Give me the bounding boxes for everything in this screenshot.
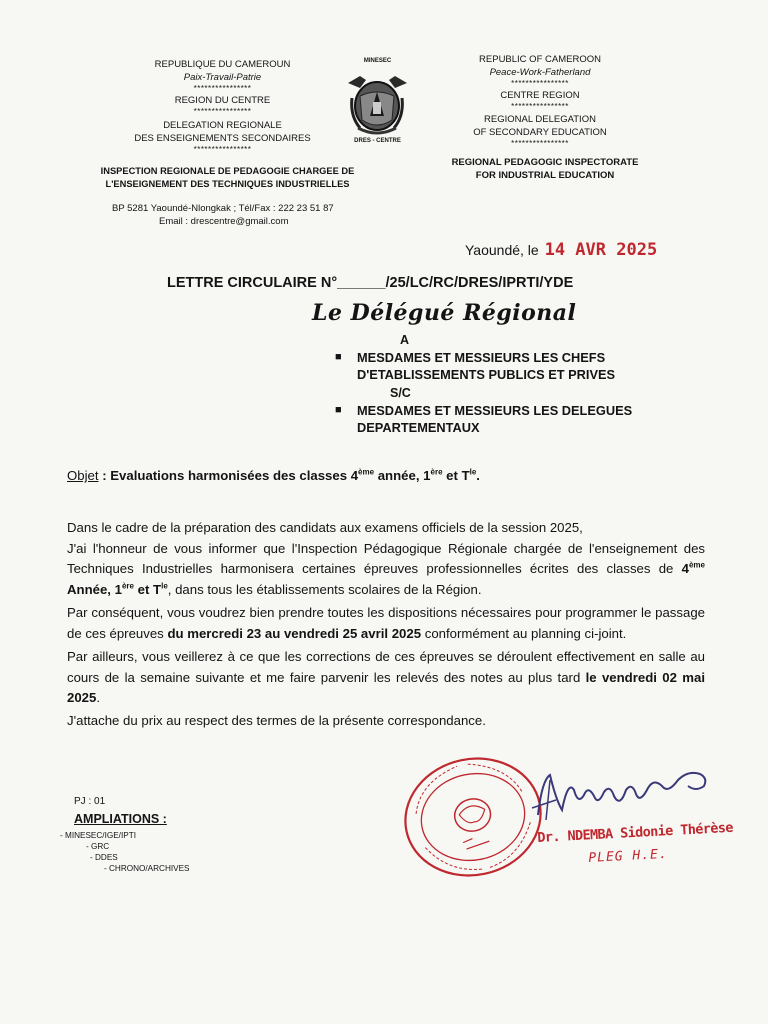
bullet-icon: ■	[335, 404, 342, 416]
address: BP 5281 Yaoundé-Nlongkak ; Tél/Fax : 222 23 51 87	[112, 203, 334, 214]
minesec-logo	[330, 58, 425, 148]
attachments: PJ : 01	[74, 796, 106, 807]
country-en: REPUBLIC OF CAMEROON	[479, 54, 601, 65]
signatory-name: Dr. NDEMBA Sidonie Thérèse	[537, 819, 734, 846]
inspection-en-1: REGIONAL PEDAGOGIC INSPECTORATE	[451, 157, 639, 168]
bullet-icon: ■	[335, 351, 342, 363]
email: Email : drescentre@gmail.com	[159, 216, 289, 227]
paragraph-3-end: conformément au planning ci-joint.	[421, 625, 627, 641]
inspection-fr-1: INSPECTION REGIONALE DE PEDAGOGIE CHARGEE DE	[100, 166, 355, 176]
paragraph-2-sup: le	[161, 581, 168, 591]
region-fr: REGION DU CENTRE	[174, 95, 271, 106]
date-stamp: 14 AVR 2025	[544, 240, 658, 260]
object-sup-3: le	[469, 467, 477, 477]
coat-of-arms-icon	[330, 58, 425, 148]
logo-top-text: MINESEC	[363, 58, 392, 64]
paragraph-2-bold: et T	[133, 581, 162, 597]
inspection-en	[440, 156, 650, 182]
header-right	[440, 53, 640, 149]
object-text-2: année, 1	[374, 468, 431, 483]
delegation-fr-1: DELEGATION REGIONALE	[163, 120, 282, 131]
inspection-en-2: FOR INDUSTRIAL EDUCATION	[475, 170, 615, 181]
header-left	[95, 58, 350, 155]
ampliations-title: AMPLIATIONS :	[74, 812, 167, 826]
circular-reference: LETTRE CIRCULAIRE N°______/25/LC/RC/DRES/IPRTI/YDE	[167, 275, 574, 291]
paragraph-2-sup: ère	[121, 581, 134, 591]
ampliations-list	[60, 830, 190, 874]
separator-stars: ****************	[193, 84, 252, 93]
via-label: S/C	[390, 386, 411, 400]
recipient-2-line1: MESDAMES ET MESSIEURS LES DELEGUES	[357, 403, 633, 418]
recipient-2	[335, 402, 655, 436]
paragraph-4-end: .	[96, 690, 101, 705]
recipient-2-line2: DEPARTEMENTAUX	[357, 420, 480, 435]
inspection-fr-2: L'ENSEIGNEMENT DES TECHNIQUES INDUSTRIELLES	[105, 179, 350, 189]
paragraph-2-end: , dans tous les établissements scolaires de la Région.	[167, 581, 482, 597]
object-sup-1: ème	[358, 467, 375, 477]
paragraph-3-text: Par conséquent, vous voudrez bien prendre toutes les dispositions nécessaires pour programmer le passage de ces épreuves	[67, 605, 705, 641]
ampliation-item: - CHRONO/ARCHIVES	[104, 864, 190, 873]
separator-stars: ****************	[193, 107, 252, 116]
separator-stars: ****************	[511, 102, 569, 111]
paragraph-5: J'attache du prix au respect des termes de la présente correspondance.	[67, 712, 486, 728]
country-fr: REPUBLIQUE DU CAMEROUN	[154, 59, 291, 70]
ampliation-item: - GRC	[86, 842, 110, 851]
date-line	[465, 240, 657, 260]
motto-fr: Paix-Travail-Patrie	[183, 72, 262, 83]
paragraph-3	[67, 603, 705, 644]
ampliation-item: - DDES	[90, 853, 118, 862]
paragraph-3-dates: du mercredi 23 au vendredi 25 avril 2025	[167, 625, 422, 641]
paragraph-2-bold: 4	[681, 561, 689, 576]
delegation-fr-2: DES ENSEIGNEMENTS SECONDAIRES	[134, 133, 311, 144]
paragraph-2-text: J'ai l'honneur de vous informer que l'Inspection Pédagogique Régionale chargée de l'enseignement des Techniques Industrielles harmonisera certaines épreuves professionnelles écrites des classes de	[67, 540, 705, 576]
recipient-1-line2: D'ETABLISSEMENTS PUBLICS ET PRIVES	[357, 367, 616, 382]
object-sup-2: ère	[430, 467, 443, 477]
delegation-en-1: REGIONAL DELEGATION	[484, 114, 596, 125]
logo-bottom-text: DRES - CENTRE	[354, 138, 401, 144]
separator-stars: ****************	[511, 79, 569, 88]
handwritten-signature-icon	[528, 760, 728, 830]
paragraph-2-sup: ème	[688, 560, 705, 570]
official-seal-icon	[398, 752, 548, 882]
paragraph-1: Dans le cadre de la préparation des candidats aux examens officiels de la session 2025,	[67, 520, 583, 535]
recipient-1	[335, 349, 655, 383]
motto-en: Peace-Work-Fatherland	[489, 67, 591, 78]
address-block	[112, 202, 372, 228]
sender-title: Le Délégué Régional	[312, 300, 577, 326]
paragraph-4-text: Par ailleurs, vous veillerez à ce que les corrections de ces épreuves se déroulent effectivement en salle au cours de la semaine suivante et me faire parvenir les relevés des notes au plus tard	[67, 649, 705, 685]
date-place: Yaoundé, le	[465, 242, 539, 258]
delegation-en-2: OF SECONDARY EDUCATION	[473, 127, 607, 138]
paragraph-2-bold: Année, 1	[67, 581, 122, 597]
object-text-1: Evaluations harmonisées des classes 4	[110, 468, 359, 483]
object-text-4: .	[476, 468, 480, 483]
inspection-fr	[85, 165, 370, 191]
paragraph-2	[67, 539, 705, 601]
to-label: A	[400, 333, 410, 347]
region-en: CENTRE REGION	[500, 90, 580, 101]
object-text-3: et T	[442, 468, 470, 483]
letter-body	[67, 518, 705, 731]
paragraph-4-deadline: le vendredi 02 mai 2025	[67, 669, 705, 705]
paragraph-4	[67, 647, 705, 709]
object-label: Objet	[67, 468, 99, 483]
ampliation-item: - MINESEC/IGE/IPTI	[60, 831, 136, 840]
separator-stars: ****************	[511, 139, 569, 148]
separator-stars: ****************	[193, 145, 252, 154]
signatory-title: PLEG H.E.	[588, 846, 669, 866]
recipient-1-line1: MESDAMES ET MESSIEURS LES CHEFS	[357, 350, 606, 365]
object-line	[67, 468, 480, 483]
object-sep: :	[98, 468, 111, 483]
